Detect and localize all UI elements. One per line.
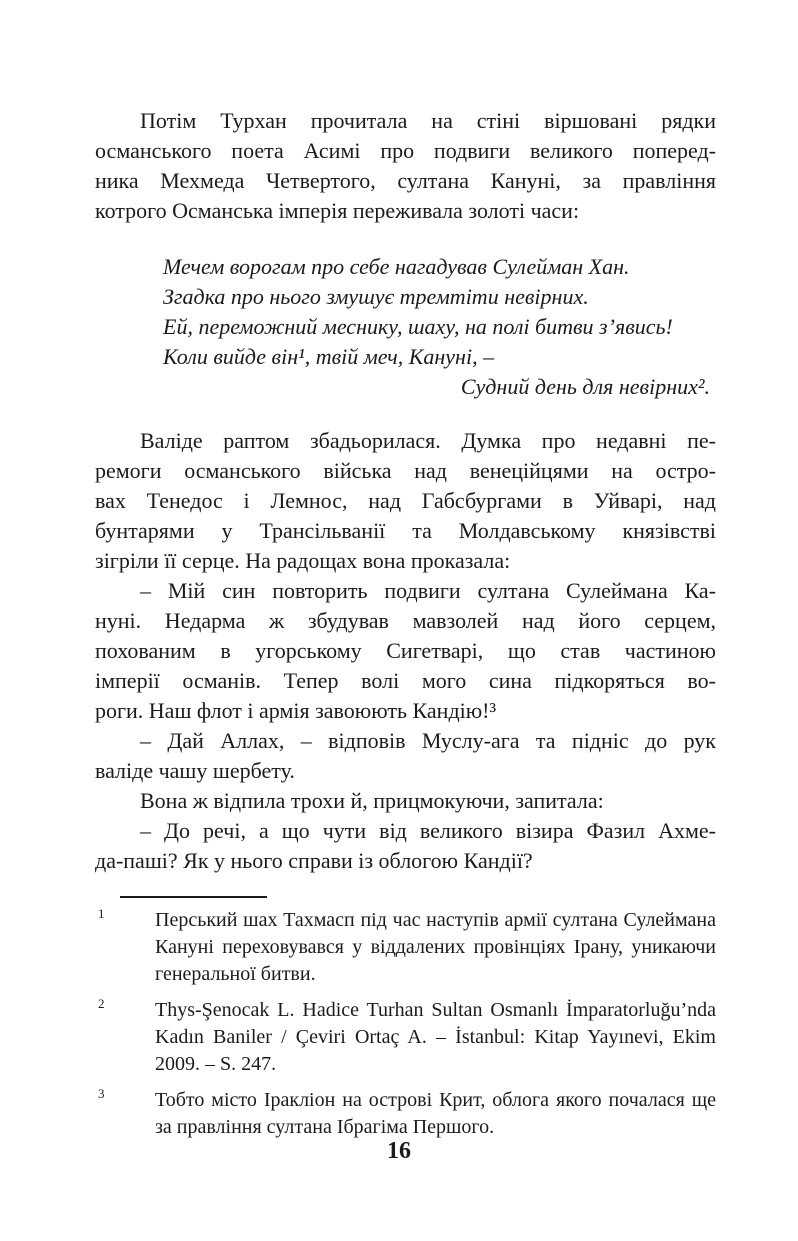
poem-stanza (163, 252, 716, 402)
text-line: – Мій син повторить подвиги султана Сулеймана Ка- (140, 578, 716, 603)
text-line: Thys-Şenocak L. Hadice Turhan Sultan Osmanlı İmparatorluğu’nda (155, 999, 716, 1021)
footnote-marker: 3 (98, 1086, 105, 1101)
text-line: османського поета Асимі про подвиги великого поперед- (95, 138, 716, 163)
text-line: бунтарями у Трансільванії та Молдавському князівстві (95, 518, 716, 543)
text-line: Kadın Baniler / Çeviri Ortaç A. – İstanbul: Kitap Yayınevi, Ekim (155, 1026, 716, 1048)
footnote-marker: 1 (98, 906, 105, 921)
paragraphs-container (95, 106, 716, 876)
paragraph (95, 816, 716, 876)
text-line: котрого Османська імперія переживала золоті часи: (95, 198, 580, 223)
text-line: Кануні переховувався у віддалених провінціях Ірану, уникаючи (155, 936, 716, 958)
footnote-marker: 2 (98, 996, 105, 1011)
text-line: Ей, переможний меснику, шаху, на полі битви з’явись! (163, 314, 673, 339)
paragraph (95, 786, 716, 816)
text-line: Перський шах Тахмасп під час наступів армії султана Сулеймана (155, 909, 716, 931)
text-line: Мечем ворогам про себе нагадував Сулейман Хан. (163, 254, 630, 279)
text-line: Потім Турхан прочитала на стіні віршовані рядки (140, 108, 716, 133)
text-line: да-паші? Як у нього справи із облогою Кандії? (95, 848, 533, 873)
footnote-separator-rule (120, 896, 267, 898)
text-line: нуні. Недарма ж збудував мавзолей над його серцем, (95, 608, 716, 633)
page-number: 16 (387, 1138, 411, 1164)
paragraph (95, 426, 716, 576)
text-line: генеральної битви. (155, 963, 316, 985)
text-line: Коли вийде він¹, твій меч, Кануні, – (163, 344, 495, 369)
text-line: валіде чашу шербету. (95, 758, 295, 783)
paragraph (95, 106, 716, 226)
text-line: Тобто місто Іракліон на острові Крит, облога якого почалася ще (155, 1089, 716, 1111)
text-line: імперії османів. Тепер волі мого сина підкоряться во- (95, 668, 716, 693)
text-line: Валіде раптом збадьорилася. Думка про недавні пе- (140, 428, 716, 453)
text-line: Згадка про нього змушує тремтіти невірних. (163, 284, 589, 309)
text-line: вах Тенедос і Лемнос, над Габсбургами в Уйварі, над (95, 488, 716, 513)
text-line: – До речі, а що чути від великого візира Фазил Ахме- (140, 818, 716, 843)
text-line: ремоги османського війська над венеційцями на остро- (95, 458, 716, 483)
text-line: похованим в угорському Сигетварі, що став частиною (95, 638, 716, 663)
paragraph (95, 576, 716, 726)
text-line: ника Мехмеда Четвертого, султана Кануні, за правління (95, 168, 716, 193)
text-line: Вона ж відпила трохи й, прицмокуючи, запитала: (140, 788, 604, 813)
text-line: зігріли її серце. На радощах вона проказала: (95, 548, 511, 573)
footnotes-container (95, 907, 716, 1141)
paragraph (95, 726, 716, 786)
text-line: роги. Наш флот і армія завоюють Кандію!³ (95, 698, 497, 723)
text-line: – Дай Аллах, – відповів Муслу-ага та підніс до рук (140, 728, 716, 753)
text-line: за правління султана Ібрагіма Першого. (155, 1116, 495, 1138)
footnote (95, 1087, 716, 1141)
text-line: Судний день для невірних². (460, 374, 710, 399)
footnote (95, 907, 716, 988)
text-line: 2009. – S. 247. (155, 1053, 277, 1075)
footnote (95, 997, 716, 1078)
